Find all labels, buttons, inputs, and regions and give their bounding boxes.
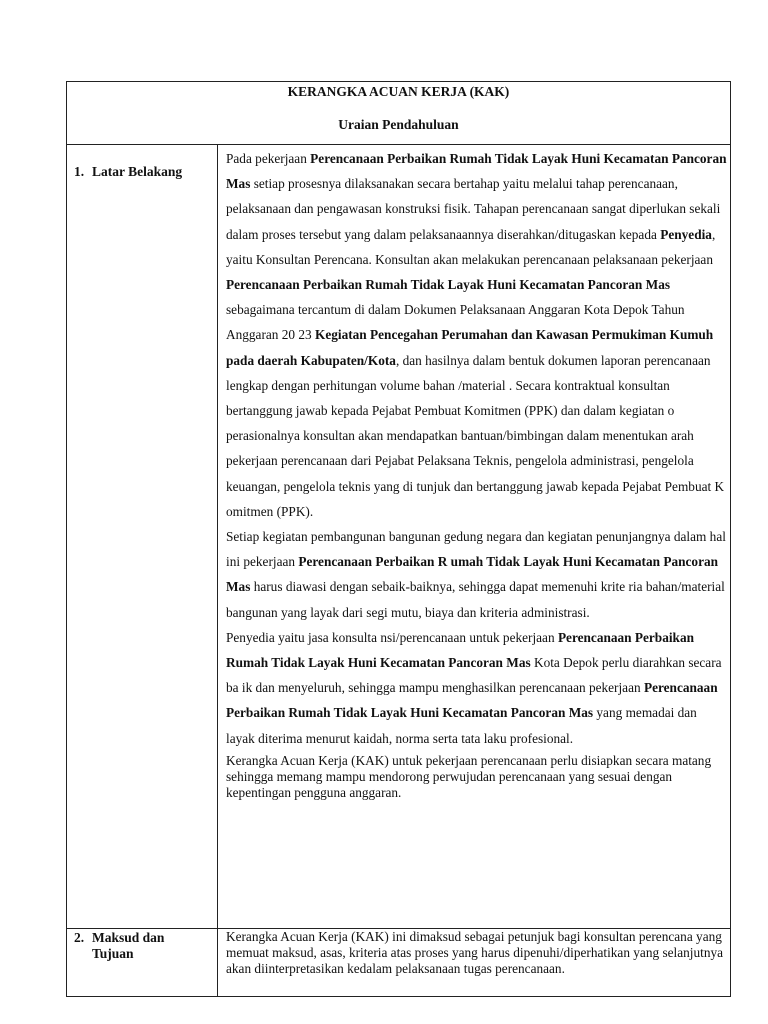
section-number: 2. — [74, 930, 85, 945]
section-content-latar-belakang — [226, 146, 728, 801]
bold-text: Perencanaan Perbaikan Rumah Tidak Layak Huni Kecamatan Pancoran Mas — [226, 629, 694, 671]
paragraph — [226, 146, 728, 524]
section-title: Latar Belakang — [92, 164, 183, 179]
text-run: , yaitu Konsultan Perencana. Konsultan akan melakukan perencanaan pelaksanaan pekerjaan — [226, 226, 716, 267]
bold-text: Penyedia — [660, 226, 712, 242]
text-run: sebagaimana tercantum di dalam Dokumen Pelaksanaan Anggaran Kota Depok Tahun Anggaran 20 23 — [226, 302, 685, 343]
column-divider — [217, 145, 218, 996]
document-title: KERANGKA ACUAN KERJA (KAK) — [287, 84, 510, 99]
section-content-maksud-tujuan: Kerangka Acuan Kerja (KAK) ini dimaksud sebagai petunjuk bagi konsultan perencana yang memuat maksud, asas, kriteria atas proses yang harus dipenuhi/diperhatikan yang selanjutnya akan diinterpretasikan kedalam pelaksanaan tugas perencanaan. — [226, 929, 724, 976]
section-number: 1. — [74, 164, 85, 179]
bold-text: Perencanaan Perbaikan R umah Tidak Layak Huni Kecamatan Pancoran Mas — [226, 554, 719, 595]
bold-text: Perencanaan Perbaikan Rumah Tidak Layak Huni Kecamatan Pancoran Mas — [226, 680, 718, 721]
paragraph — [226, 524, 728, 625]
text-run: yang memadai dan layak diterima menurut kaidah, norma serta tata laku profesional. — [226, 705, 697, 746]
text-run: Setiap kegiatan pembangunan bangunan gedung negara dan kegiatan penunjangnya dalam hal ini pekerjaan — [226, 529, 726, 570]
text-run: Kerangka Acuan Kerja (KAK) untuk pekerjaan perencanaan perlu disiapkan secara matang sehingga memang mampu mendorong perwujudan perencanaan yang sesuai dengan kepentingan pengguna anggaran. — [226, 752, 712, 800]
text-run: Kota Depok perlu diarahkan secara ba ik dan menyeluruh, sehingga mampu menghasilkan perencanaan pekerjaan — [226, 655, 722, 696]
section-title-line1: Maksud dan — [92, 930, 165, 945]
paragraph — [226, 625, 728, 751]
kak-table — [66, 81, 731, 997]
paragraph — [226, 753, 728, 801]
section-label-maksud-tujuan — [74, 930, 164, 962]
section-label-latar-belakang — [74, 164, 182, 180]
text-run: Pada pekerjaan — [226, 151, 311, 166]
text-run: Penyedia yaitu jasa konsulta nsi/perencanaan untuk pekerjaan — [226, 629, 558, 645]
bold-text: Kegiatan Pencegahan Perumahan dan Kawasan Permukiman Kumuh pada daerah Kabupaten/Kota — [226, 327, 714, 368]
text-run: setiap prosesnya dilaksanakan secara bertahap yaitu melalui tahap perencanaan, pelaksanaan dan pengawasan konstruksi fisik. Tahapan perencanaan sangat diperlukan sekali dalam proses tersebut yang dalam pelaksanaannya diserahkan/ditugaskan kepada — [226, 176, 721, 242]
bold-text: Perencanaan Perbaikan Rumah Tidak Layak Huni Kecamatan Pancoran Mas — [226, 277, 671, 293]
document-subtitle: Uraian Pendahuluan — [338, 117, 459, 132]
table-header — [67, 82, 730, 145]
text-run: harus diawasi dengan sebaik-baiknya, sehingga dapat memenuhi krite ria bahan/material bangunan yang layak dari segi mutu, biaya dan kriteria administrasi. — [226, 579, 725, 620]
bold-text: Perencanaan Perbaikan Rumah Tidak Layak Huni Kecamatan Pancoran Mas — [226, 151, 727, 192]
text-run: , dan hasilnya dalam bentuk dokumen laporan perencanaan lengkap dengan perhitungan volume bahan /material . Secara kontraktual konsultan bertanggung jawab kepada Pejabat Pembuat Komitmen (PPK) dan dalam kegiatan o perasionalnya konsultan akan mendapatkan bantuan/bimbingan dalam menentukan arah pekerjaan perencanaan dari Pejabat Pelaksana Teknis, pengelola administrasi, pengelola keuangan, pengelola teknis yang di tunjuk dan bertanggung jawab kepada Pejabat Pembuat K omitmen (PPK). — [226, 352, 725, 519]
section-title-line2: Tujuan — [92, 946, 134, 961]
